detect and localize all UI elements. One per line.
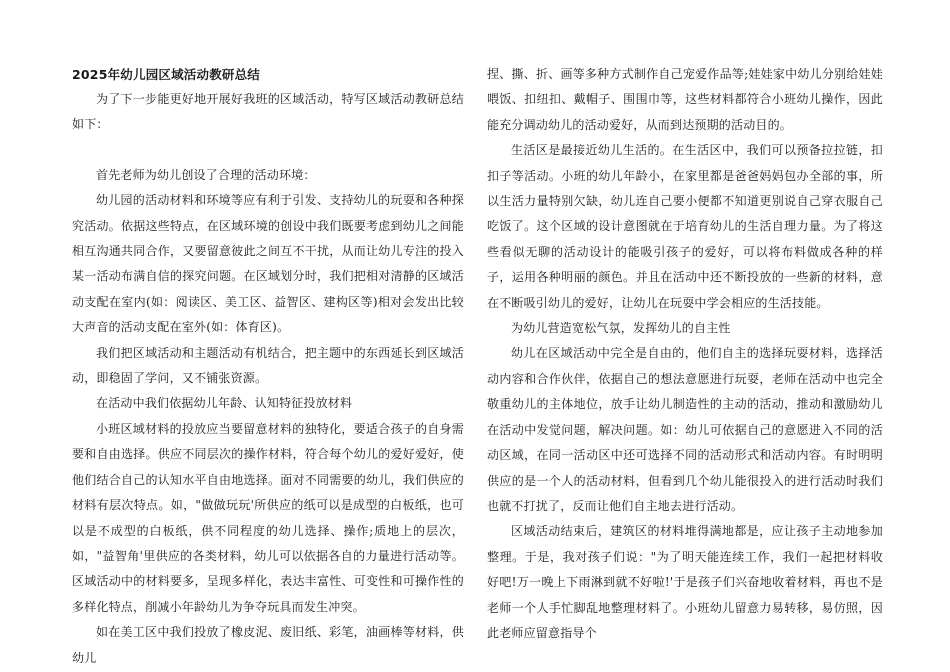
materials-heading: 在活动中我们依据幼儿年龄、认知特征投放材料: [96, 396, 353, 411]
art-area-continuation: 捏、撕、折、画等多种方式制作自己宠爱作品等;娃娃家中幼儿分别给娃娃喂饭、扣纽扣、戴帽子、围围巾等，这些材料都符合小班幼儿操作，因此能充分调动幼儿的活动爱好，从而到达预期的活动目的。: [487, 67, 883, 132]
right-column: [487, 62, 883, 646]
life-area-paragraph: 生活区是最接近幼儿生活的。在生活区中，我们可以预备拉拉链，扣扣子等活动。小班的幼儿年龄小，在家里都是爸爸妈妈包办全部的事，所以生活力量特别欠缺，幼儿连自己要小便都不知道更别说自己穿衣服自己吃饭了。这个区域的设计意图就在于培育幼儿的生活自理力量。为了将这些看似无聊的活动设计的能吸引孩子的爱好，可以将布料做成各种的样子，运用各种明丽的颜色。并且在活动中还不断投放的一些新的材料，意在不断吸引幼儿的爱好，让幼儿在玩耍中学会相应的生活技能。: [487, 143, 883, 310]
cleanup-paragraph: 区域活动结束后，建筑区的材料堆得满地都是，应让孩子主动地参加整理。于是，我对孩子们说："为了明天能连续工作，我们一起把材料收好吧!万一晚上下雨淋到就不好啦!'于是孩子们兴奋地收着材料，再也不是老师一个人手忙脚乱地整理材料了。小班幼儿留意力易转移，易仿照，因此老师应留意指导个: [487, 524, 883, 640]
autonomy-heading: 为幼儿营造宽松气氛，发挥幼儿的自主性: [511, 321, 731, 336]
left-column: [72, 56, 464, 671]
environment-paragraph: 幼儿园的活动材料和环境等应有利于引发、支持幼儿的玩耍和各种探究活动。依据这些特点，在区域环境的创设中我们既要考虑到幼儿之间能相互沟通共同合作，又要留意彼此之间互不干扰，从而让幼儿专注的投入某一活动布满自信的探究问题。在区域划分时，我们把相对清静的区域活动支配在室内(如：阅读区、美工区、益智区、建构区等)相对会发出比较大声音的活动支配在室外(如：体育区)。: [72, 193, 464, 335]
materials-paragraph: 小班区域材料的投放应当要留意材料的独特化，要适合孩子的自身需要和自由选择。供应不同层次的操作材料，符合每个幼儿的爱好爱好，使他们结合自己的认知水平自由地选择。面对不同需要的幼儿，我们供应的材料有层次特点。如，"做做玩玩'所供应的纸可以是成型的白板纸，也可以是不成型的白板纸，供不同程度的幼儿选择、操作;质地上的层次，如，"益智角'里供应的各类材料，幼儿可以依据各自的力量进行活动等。区域活动中的材料要多，呈现多样化，表达丰富性、可变性和可操作性的多样化特点，削减小年龄幼儿为争夺玩具而发生冲突。: [72, 421, 464, 614]
blank-line: [72, 138, 464, 163]
art-area-paragraph: 如在美工区中我们投放了橡皮泥、废旧纸、彩笔，油画棒等材料，供幼儿: [72, 625, 464, 665]
document-title: 2025年幼儿园区域活动教研总结: [72, 67, 260, 82]
autonomy-paragraph: 幼儿在区域活动中完全是自由的，他们自主的选择玩耍材料，选择活动内容和合作伙伴，依据自己的想法意愿进行玩耍，老师在活动中也完全敬重幼儿的主体地位，放手让幼儿制造性的主动的活动，推动和激励幼儿在活动中发觉问题，解决问题。如：幼儿可依据自己的意愿进入不同的活动区域，在同一活动区中还可选择不同的活动形式和活动内容。有时明明供应的是一个人的活动材料，但看到几个幼儿能很投入的进行活动时我们也就不打扰了，反而让他们自主地去进行活动。: [487, 346, 883, 513]
intro-paragraph: 为了下一步能更好地开展好我班的区域活动，特写区域活动教研总结如下：: [72, 92, 464, 132]
theme-integration-paragraph: 我们把区域活动和主题活动有机结合，把主题中的东西延长到区域活动，即稳固了学问，又不铺张资源。: [72, 345, 464, 386]
environment-heading: 首先老师为幼儿创设了合理的活动环境：: [96, 167, 316, 182]
